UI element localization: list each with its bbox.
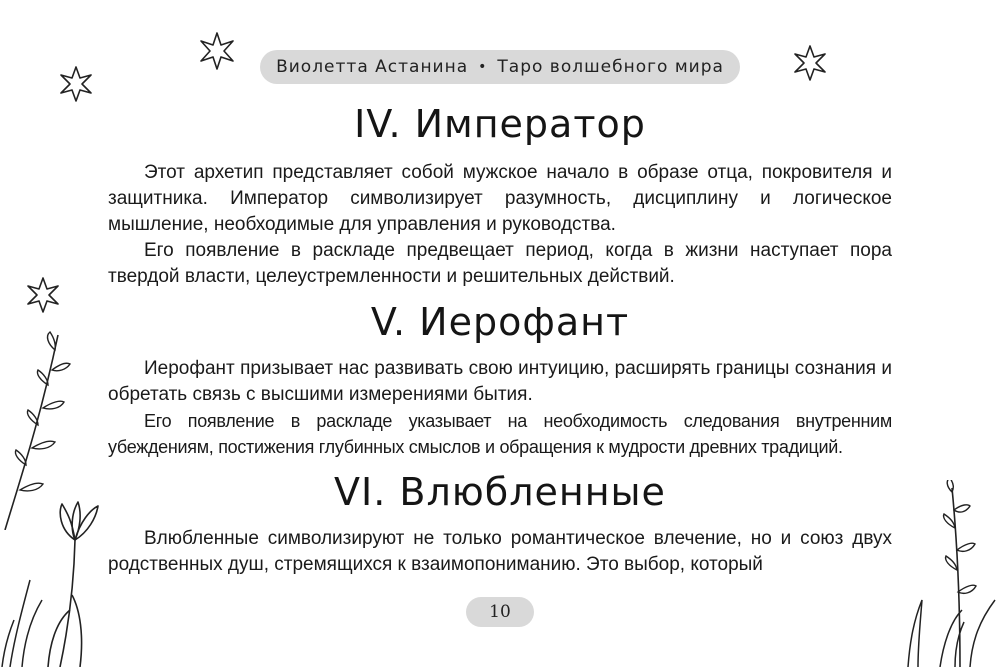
- sparkle-star-icon: [56, 64, 96, 104]
- header-book-title: Таро волшебного мира: [497, 57, 724, 77]
- grass-icon: [900, 540, 1000, 667]
- running-header: [260, 50, 740, 84]
- section-heading-hierophant: V. Иерофант: [370, 300, 630, 344]
- paragraph: Этот архетип представляет собой мужское начало в образе отца, покровителя и защитника. Император символизирует разумность, дисциплину и логическое мышление, необходимые для управления и руководства.: [108, 162, 892, 235]
- grass-icon: [0, 560, 60, 667]
- header-separator: •: [478, 59, 488, 75]
- paragraph: Влюбленные символизируют не только романтическое влечение, но и союз двух родственных душ, стремящихся к взаимопониманию. Это выбор, который: [108, 528, 892, 575]
- section-heading-lovers: VI. Влюбленные: [334, 470, 666, 514]
- paragraph: Его появление в раскладе предвещает период, когда в жизни наступает пора твердой власти, целеустремленности и решительных действий.: [108, 240, 892, 287]
- page-number: 10: [466, 597, 534, 627]
- section-heading-emperor: IV. Император: [354, 102, 646, 146]
- sparkle-star-icon: [790, 43, 830, 83]
- paragraph: Иерофант призывает нас развивать свою интуицию, расширять границы сознания и обретать связь с высшими измерениями бытия.: [108, 358, 892, 405]
- header-author: Виолетта Астанина: [276, 57, 469, 77]
- paragraph: Его появление в раскладе указывает на необходимость следования внутренним убеждениям, постижения глубинных смыслов и обращения к мудрости древних традиций.: [108, 411, 892, 457]
- sparkle-star-icon: [23, 275, 63, 315]
- sparkle-star-icon: [196, 30, 238, 72]
